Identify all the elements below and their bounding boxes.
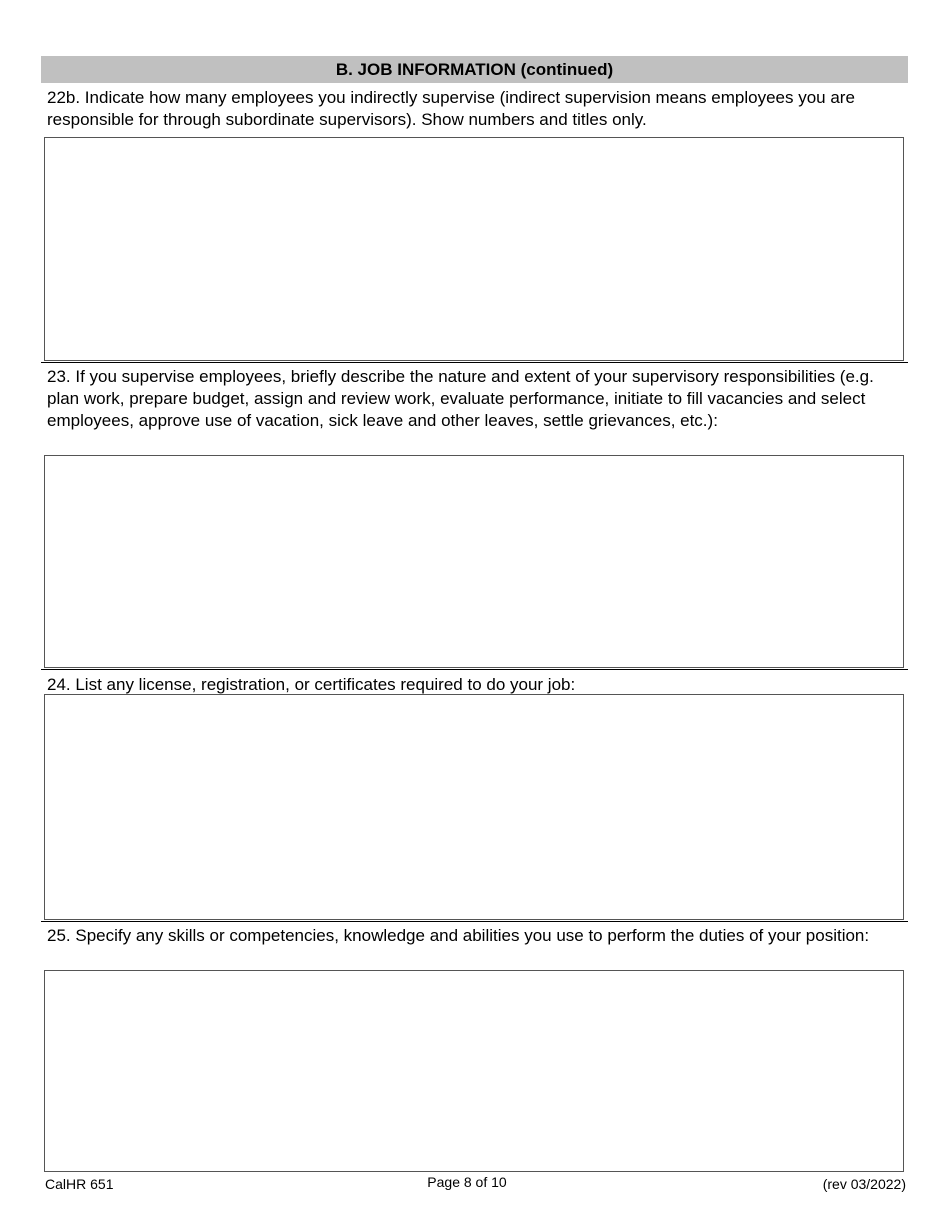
question-22b-answer-field[interactable]	[44, 137, 904, 361]
question-25-label: 25. Specify any skills or competencies, knowledge and abilities you use to perform the duties of your position:	[47, 926, 870, 945]
divider	[41, 921, 908, 922]
question-24-answer-field[interactable]	[44, 694, 904, 920]
question-23-label: 23. If you supervise employees, briefly describe the nature and extent of your supervisory responsibilities (e.g. plan work, prepare budget, assign and review work, evaluate performance, initiate to fill vacancies and select employees, approve use of vacation, sick leave and other leaves, settle grievances, etc.):	[47, 367, 874, 430]
question-23-answer-field[interactable]	[44, 455, 904, 668]
divider	[41, 669, 908, 670]
question-25-answer-field[interactable]	[44, 970, 904, 1172]
question-22b-label: 22b. Indicate how many employees you indirectly supervise (indirect supervision means employees you are responsible for through subordinate supervisors). Show numbers and titles only.	[47, 88, 855, 129]
footer-revision: (rev 03/2022)	[822, 1176, 906, 1192]
divider	[41, 362, 908, 363]
question-24-label: 24. List any license, registration, or certificates required to do your job:	[47, 675, 576, 694]
section-header: B. JOB INFORMATION (continued)	[41, 56, 908, 83]
footer-form-id: CalHR 651	[45, 1176, 114, 1192]
footer-page-number: Page 8 of 10	[427, 1174, 507, 1190]
